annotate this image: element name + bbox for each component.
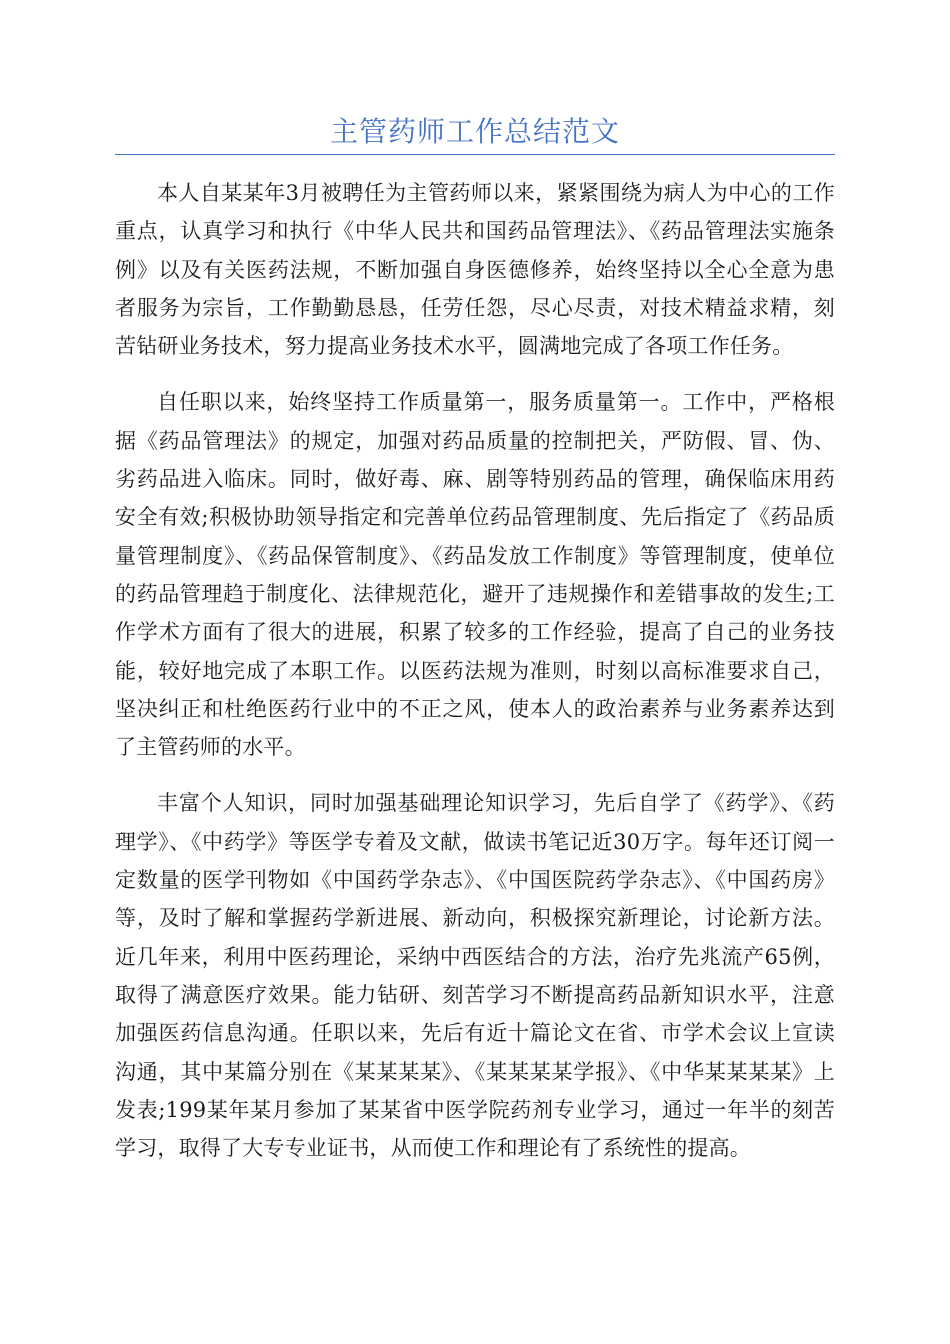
title-underline xyxy=(115,154,835,155)
document-body xyxy=(115,174,835,1185)
document-title: 主管药师工作总结范文 xyxy=(329,115,620,148)
paragraph-1: 本人自某某年3月被聘任为主管药师以来，紧紧围绕为病人为中心的工作重点，认真学习和执行《中华人民共和国药品管理法》、《药品管理法实施条例》以及有关医药法规，不断加强自身医德修养，始终坚持以全心全意为患者服务为宗旨，工作勤勤恳恳，任劳任怨，尽心尽责，对技术精益求精，刻苦钻研业务技术，努力提高业务技术水平，圆满地完成了各项工作任务。 xyxy=(115,181,835,359)
paragraph-2: 自任职以来，始终坚持工作质量第一，服务质量第一。工作中，严格根据《药品管理法》的规定，加强对药品质量的控制把关，严防假、冒、伪、劣药品进入临床。同时，做好毒、麻、剧等特别药品的管理，确保临床用药安全有效;积极协助领导指定和完善单位药品管理制度、先后指定了《药品质量管理制度》、《药品保管制度》、《药品发放工作制度》等管理制度，使单位的药品管理趋于制度化、法律规范化，避开了违规操作和差错事故的发生;工作学术方面有了很大的进展，积累了较多的工作经验，提高了自己的业务技能，较好地完成了本职工作。以医药法规为准则，时刻以高标准要求自己，坚决纠正和杜绝医药行业中的不正之风，使本人的政治素养与业务素养达到了主管药师的水平。 xyxy=(115,390,835,760)
paragraph-3: 丰富个人知识，同时加强基础理论知识学习，先后自学了《药学》、《药理学》、《中药学》等医学专着及文献，做读书笔记近30万字。每年还订阅一定数量的医学刊物如《中国药学杂志》、《中国医院药学杂志》、《中国药房》等，及时了解和掌握药学新进展、新动向，积极探究新理论，讨论新方法。近几年来，利用中医药理论，采纳中西医结合的方法，治疗先兆流产65例，取得了满意医疗效果。能力钻研、刻苦学习不断提高药品新知识水平，注意加强医药信息沟通。任职以来，先后有近十篇论文在省、市学术会议上宣读沟通，其中某篇分别在《某某某某》、《某某某某学报》、《中华某某某某》上发表;199某年某月参加了某某省中医学院药剂专业学习，通过一年半的刻苦学习，取得了大专专业证书，从而使工作和理论有了系统性的提高。 xyxy=(115,791,835,1161)
